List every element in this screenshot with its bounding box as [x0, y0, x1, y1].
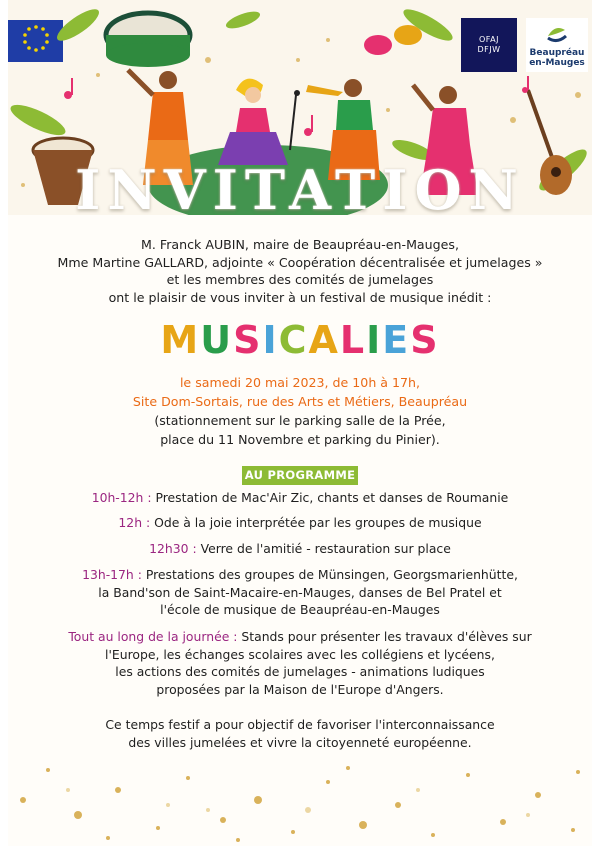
- gold-confetti-footer: [8, 760, 592, 846]
- ofaj-logo-text-1: OFAJ: [479, 35, 499, 44]
- event-details: [8, 373, 592, 449]
- bam-logo-text-1: Beaupréau: [529, 48, 585, 58]
- parking-info-2: place du 11 Novembre et parking du Pinier).: [160, 432, 440, 447]
- event-name-letter: I: [262, 318, 279, 362]
- event-name-letter: C: [278, 318, 309, 362]
- hero-illustration: [8, 0, 592, 222]
- programme-desc: la Band'son de Saint-Macaire-en-Mauges, danses de Bel Pratel et: [98, 584, 502, 600]
- event-name-letter: A: [308, 318, 340, 362]
- eu-flag-icon: [8, 20, 63, 62]
- bam-logo-text-2: en-Mauges: [529, 58, 585, 68]
- intro-line: M. Franck AUBIN, maire de Beaupréau-en-Mauges,: [141, 237, 459, 252]
- event-date: le samedi 20 mai 2023, de 10h à 17h,: [179, 375, 421, 390]
- event-name: [8, 318, 592, 362]
- programme-desc: proposées par la Maison de l'Europe d'Angers.: [156, 681, 444, 697]
- programme-time: 12h30 :: [149, 541, 197, 556]
- event-name-letter: S: [233, 318, 263, 362]
- programme-desc: Prestations des groupes de Münsingen, Georgsmarienhütte,: [141, 567, 518, 582]
- drum-icon: [106, 13, 190, 67]
- invitation-title: INVITATION: [75, 158, 525, 222]
- programme-time: 13h-17h :: [82, 567, 142, 582]
- programme-desc: Ode à la joie interprétée par les groupes de musique: [150, 515, 482, 530]
- programme-item: [8, 566, 592, 619]
- event-name-letter: M: [160, 318, 201, 362]
- ofaj-logo: [461, 18, 517, 72]
- beaupreau-en-mauges-logo: [526, 18, 588, 72]
- intro-text: [8, 236, 592, 306]
- programme-time: 10h-12h :: [91, 490, 152, 505]
- programme-heading: AU PROGRAMME: [242, 466, 358, 485]
- programme-desc: Verre de l'amitié - restauration sur place: [196, 541, 451, 556]
- programme-desc: les actions des comités de jumelages - animations ludiques: [115, 664, 485, 680]
- programme-item: [8, 540, 592, 558]
- intro-line: et les membres des comités de jumelages: [166, 272, 434, 287]
- programme-item: [8, 628, 592, 698]
- programme-time: Tout au long de la journée :: [68, 629, 238, 644]
- programme-desc: l'école de musique de Beaupréau-en-Mauges: [160, 602, 440, 618]
- event-name-letter: E: [382, 318, 411, 362]
- programme-desc: Stands pour présenter les travaux d'élèves sur: [237, 629, 532, 644]
- event-name-letter: I: [366, 318, 383, 362]
- bam-logo-icon: [545, 24, 569, 44]
- ofaj-logo-text-2: DFJW: [477, 45, 501, 54]
- event-place: Site Dom-Sortais, rue des Arts et Métiers, Beaupréau: [132, 394, 468, 409]
- programme-item: [8, 514, 592, 532]
- closing-line: des villes jumelées et vivre la citoyenneté européenne.: [128, 735, 472, 750]
- closing-text: [8, 716, 592, 752]
- programme-time: 12h :: [118, 515, 151, 530]
- event-name-letter: L: [339, 318, 367, 362]
- programme-desc: Prestation de Mac'Air Zic, chants et danses de Roumanie: [151, 490, 509, 505]
- invitation-page: [8, 0, 592, 846]
- event-name-letter: S: [410, 318, 440, 362]
- intro-line: ont le plaisir de vous inviter à un festival de musique inédit :: [108, 289, 492, 305]
- event-name-letter: U: [200, 318, 234, 362]
- parking-info-1: (stationnement sur le parking salle de la Prée,: [154, 413, 446, 428]
- intro-line: Mme Martine GALLARD, adjointe « Coopération décentralisée et jumelages »: [57, 254, 543, 270]
- programme-item: [8, 489, 592, 507]
- maracas-icon: [364, 25, 422, 55]
- closing-line: Ce temps festif a pour objectif de favoriser l'interconnaissance: [105, 717, 495, 732]
- programme-desc: l'Europe, les échanges scolaires avec les collégiens et lycéens,: [105, 646, 495, 662]
